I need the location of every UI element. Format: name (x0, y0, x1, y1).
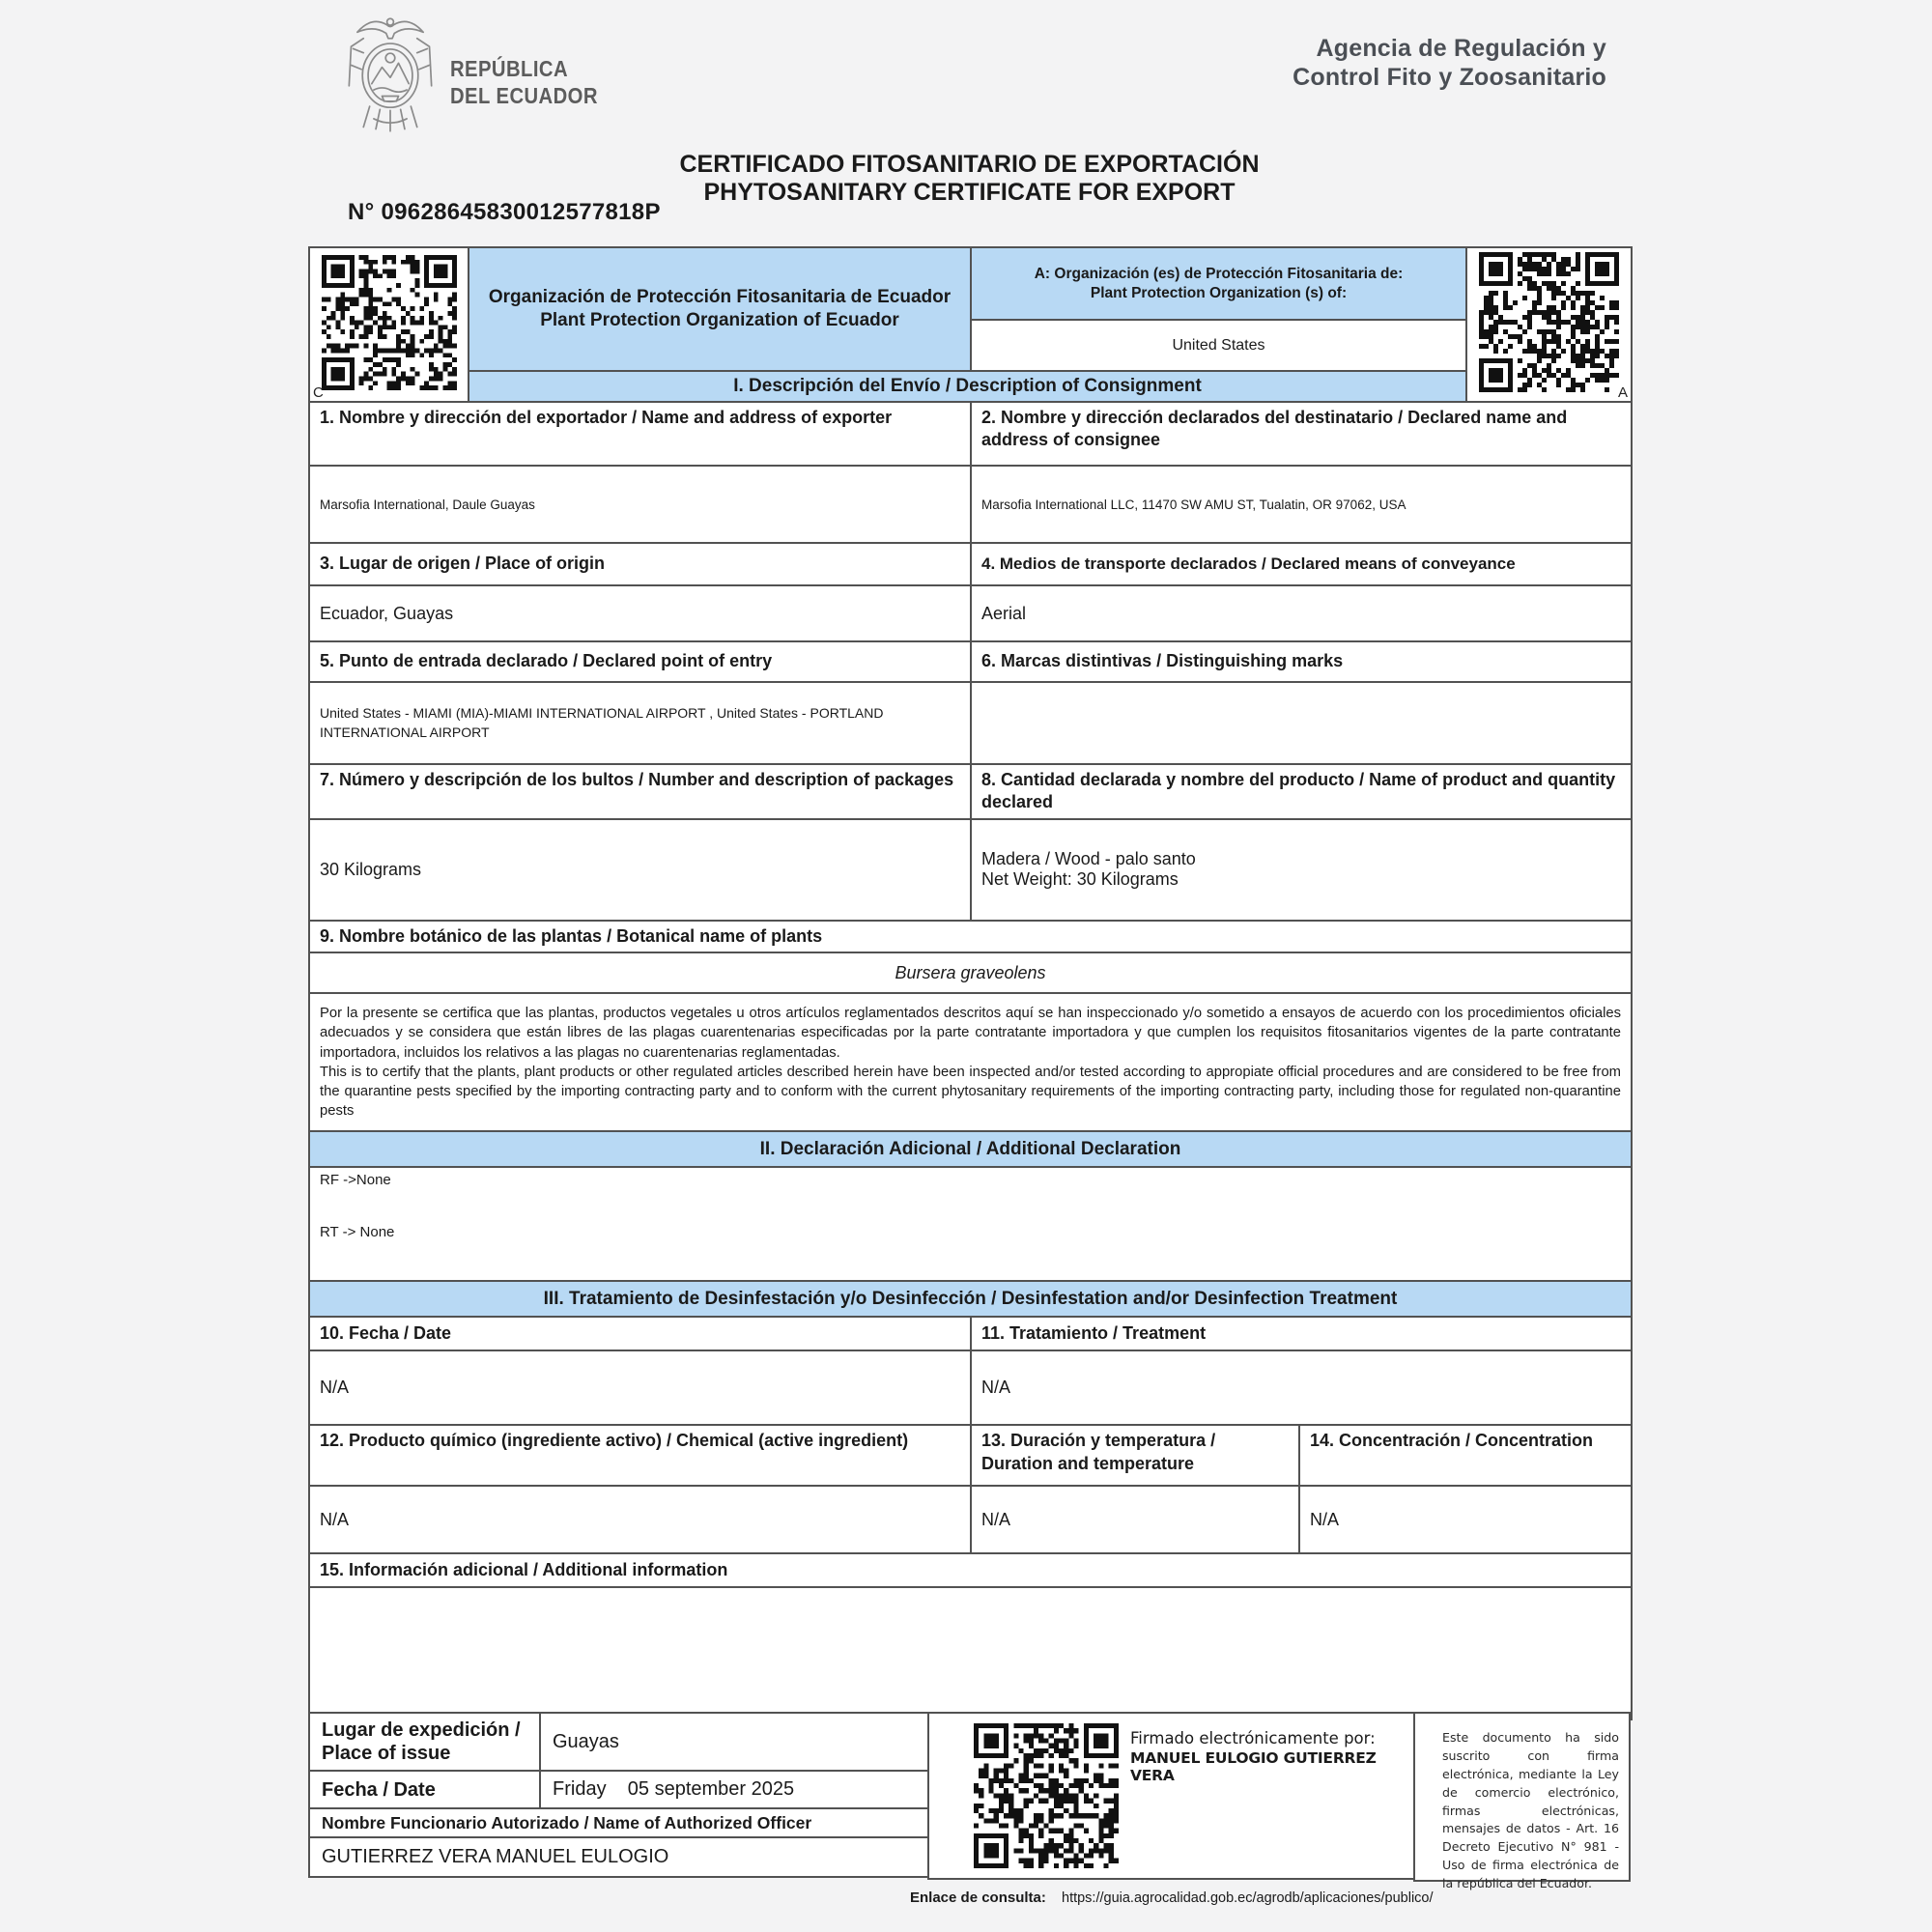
field-5-label: 5. Punto de entrada declarado / Declared point of entry (309, 641, 971, 682)
field-5-value: United States - MIAMI (MIA)-MIAMI INTERNATIONAL AIRPORT , United States - PORTLAND INTERNATIONAL AIRPORT (309, 682, 971, 764)
field-6-label: 6. Marcas distintivas / Distinguishing marks (971, 641, 1632, 682)
consultation-link-url: https://guia.agrocalidad.gob.ec/agrodb/aplicaciones/publico/ (1062, 1890, 1434, 1906)
org-ecuador-header (469, 247, 971, 371)
field-12-label: 12. Producto químico (ingrediente activo) / Chemical (active ingredient) (309, 1425, 971, 1486)
document-title: CERTIFICADO FITOSANITARIO DE EXPORTACIÓN PHYTOSANITARY CERTIFICATE FOR EXPORT (679, 151, 1260, 206)
qr-code-signature-icon (974, 1723, 1119, 1868)
field-15-label: 15. Información adicional / Additional information (309, 1553, 1632, 1587)
section-2-title: II. Declaración Adicional / Additional Declaration (309, 1131, 1632, 1167)
field-10-label: 10. Fecha / Date (309, 1317, 971, 1350)
field-1-value: Marsofia International, Daule Guayas (309, 466, 971, 543)
consultation-link-label: Enlace de consulta: (910, 1889, 1046, 1906)
org-ecuador-es: Organización de Protección Fitosanitaria de Ecuador (488, 287, 952, 308)
qr-right-letter: A (1618, 384, 1629, 401)
field-15-value (309, 1587, 1632, 1719)
agency-label: Agencia de Regulación y Control Fito y Zoosanitario (1293, 35, 1606, 91)
field-3-label: 3. Lugar de origen / Place of origin (309, 543, 971, 585)
field-1-label: 1. Nombre y dirección del exportador / Name and address of exporter (309, 402, 971, 466)
field-12-value: N/A (309, 1486, 971, 1553)
qr-code-right-cell (1466, 247, 1632, 402)
field-11-label: 11. Tratamiento / Treatment (971, 1317, 1632, 1350)
ecuador-coat-of-arms-logo (328, 12, 452, 135)
electronic-signature-box (927, 1712, 1419, 1880)
section-3-title: III. Tratamiento de Desinfestación y/o Desinfección / Desinfestation and/or Desinfection Treatment (309, 1281, 1632, 1317)
consultation-link-line (910, 1889, 1434, 1906)
issue-table (308, 1712, 931, 1878)
signed-electronically-name: MANUEL EULOGIO GUTIERREZ VERA (1130, 1749, 1377, 1784)
field-14-value: N/A (1299, 1486, 1632, 1553)
authorized-officer-value: GUTIERREZ VERA MANUEL EULOGIO (309, 1837, 930, 1877)
certification-statement-es: Por la presente se certifica que las plantas, productos vegetales u otros artículos reglamentados descritos aquí se han inspeccionado y/o sometido a ensayos de acuerdo con los procedimientos oficiales adecuados y se considera que están libres de las plagas cuarentenarias especificadas por la parte contratante importadora y que cumplen los requisitos fitosanitarios vigentes de la parte contratante importadora, incluidos los relativos a las plagas no cuarentenarias reglamentadas. (320, 1006, 1622, 1061)
section-1-title: I. Descripción del Envío / Description of Consignment (469, 371, 1466, 402)
authorized-officer-label: Nombre Funcionario Autorizado / Name of Authorized Officer (309, 1808, 930, 1837)
org-of-label-es: A: Organización (es) de Protección Fitosanitaria de: (1034, 265, 1404, 282)
field-3-value: Ecuador, Guayas (309, 585, 971, 641)
field-6-value (971, 682, 1632, 764)
certificate-number: N° 09628645830012577818P (348, 199, 661, 225)
field-8-value (971, 819, 1632, 921)
org-ecuador-en: Plant Protection Organization of Ecuador (540, 309, 899, 330)
signed-electronically-label: Firmado electrónicamente por: (1130, 1729, 1376, 1747)
legal-note-text: Este documento ha sido suscrito con firma electrónica, mediante la Ley de comercio electrónico, firmas electrónicas, mensajes de datos - Art. 16 Decreto Ejecutivo N° 981 - Uso de firma electrónica de la república del Ecuador. (1442, 1730, 1619, 1891)
date-value: Friday 05 september 2025 (540, 1771, 930, 1808)
field-13-value: N/A (971, 1486, 1299, 1553)
field-10-value: N/A (309, 1350, 971, 1425)
legal-note-box (1413, 1712, 1631, 1891)
field-2-value: Marsofia International LLC, 11470 SW AMU ST, Tualatin, OR 97062, USA (971, 466, 1632, 543)
field-2-label: 2. Nombre y dirección declarados del destinatario / Declared name and address of consignee (971, 402, 1632, 466)
field-14-label: 14. Concentración / Concentration (1299, 1425, 1632, 1486)
field-4-label: 4. Medios de transporte declarados / Declared means of conveyance (971, 543, 1632, 585)
field-11-value: N/A (971, 1350, 1632, 1425)
qr-code-left-cell (309, 247, 469, 402)
field-9-value: Bursera graveolens (309, 952, 1632, 993)
field-7-label: 7. Número y descripción de los bultos / Number and description of packages (309, 764, 971, 819)
certification-statement-en: This is to certify that the plants, plant products or other regulated articles described herein have been inspected and/or tested according to appropiate official procedures and are considered to be free from the quarantine pests specified by the importing contracting party and to conform with the current phytosanitary requirements of the importing contracting party, including those for regulated non-quarantine pests (320, 1064, 1622, 1119)
qr-code-right-icon (1479, 252, 1619, 392)
declaration-rf: RF ->None (320, 1172, 391, 1189)
field-13-label: 13. Duración y temperatura / Duration and temperature (971, 1425, 1299, 1486)
qr-code-left-icon (322, 255, 457, 390)
republic-of-ecuador-label: REPÚBLICA DEL ECUADOR (450, 56, 598, 108)
qr-left-letter: C (313, 384, 324, 401)
field-4-value: Aerial (971, 585, 1632, 641)
place-of-issue-value: Guayas (540, 1713, 930, 1771)
field-8-value-line2: Net Weight: 30 Kilograms (981, 869, 1179, 890)
certificate-table (308, 246, 1633, 1720)
field-8-value-line1: Madera / Wood - palo santo (981, 849, 1196, 869)
date-label: Fecha / Date (309, 1771, 540, 1808)
declaration-rt: RT -> None (320, 1224, 395, 1241)
certification-statement (309, 993, 1632, 1131)
org-of-label-en: Plant Protection Organization (s) of: (1090, 284, 1348, 301)
field-8-label: 8. Cantidad declarada y nombre del producto / Name of product and quantity declared (971, 764, 1632, 819)
field-7-value: 30 Kilograms (309, 819, 971, 921)
destination-country-value: United States (971, 320, 1466, 370)
additional-declaration-value (309, 1167, 1632, 1281)
place-of-issue-label: Lugar de expedición / Place of issue (309, 1713, 540, 1771)
org-of-header (971, 247, 1466, 320)
field-9-label: 9. Nombre botánico de las plantas / Botanical name of plants (309, 921, 1632, 952)
